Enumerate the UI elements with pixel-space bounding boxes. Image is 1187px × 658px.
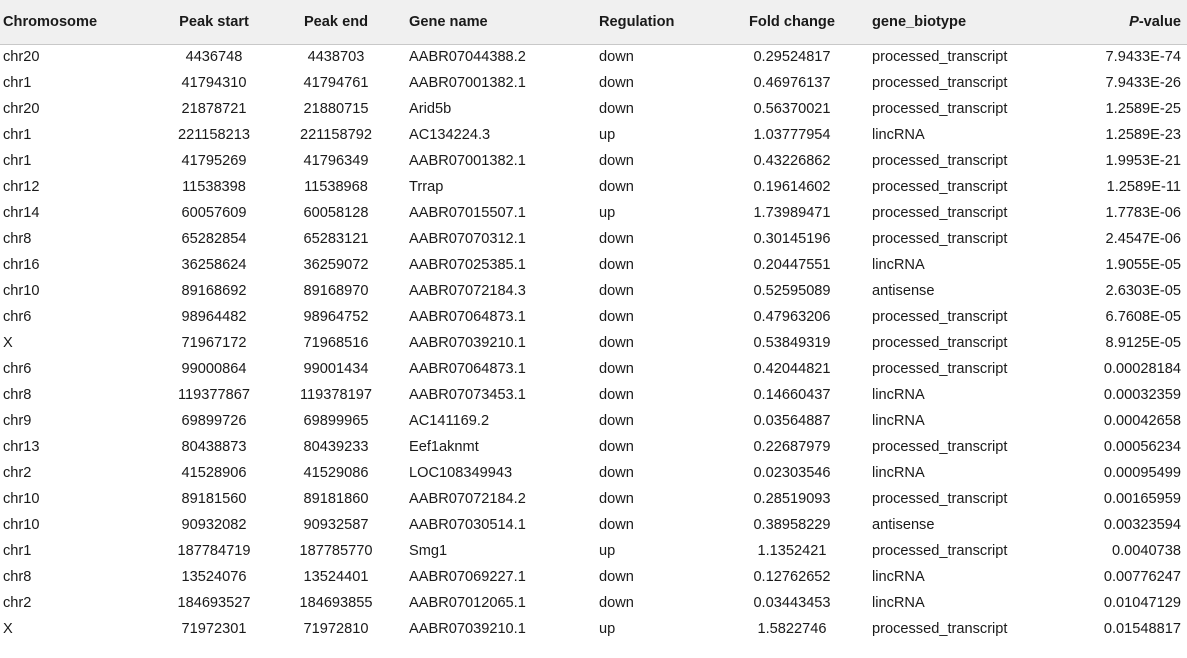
- table-header: [0, 0, 1187, 44]
- cell-gene-biotype: antisense: [872, 283, 935, 299]
- cell-p-value: 0.00095499: [1103, 465, 1181, 481]
- cell-peak-start: 80438873: [181, 439, 247, 455]
- cell-fold-change: 0.29524817: [753, 49, 831, 66]
- cell-peak-start: 11538398: [182, 179, 246, 195]
- cell-regulation: down: [599, 361, 634, 377]
- table-row: [0, 278, 1187, 304]
- cell-regulation: down: [599, 49, 634, 66]
- cell-chromosome: chr14: [3, 205, 40, 221]
- cell-gene-biotype: processed_transcript: [872, 309, 1008, 325]
- cell-chromosome: chr1: [3, 75, 32, 91]
- p-value-suffix: -value: [1138, 13, 1181, 30]
- cell-gene-name: Eef1aknmt: [409, 439, 479, 455]
- header-gene-biotype: gene_biotype: [864, 0, 1047, 44]
- cell-peak-end: 13524401: [303, 569, 369, 585]
- cell-fold-change: 0.30145196: [753, 231, 831, 247]
- cell-fold-change: 0.53849319: [753, 335, 831, 351]
- cell-fold-change: 0.38958229: [753, 517, 831, 533]
- cell-regulation: down: [599, 465, 634, 481]
- cell-regulation: up: [599, 127, 616, 143]
- cell-p-value: 0.00028184: [1103, 361, 1181, 377]
- cell-peak-start: 13524076: [181, 569, 247, 585]
- cell-peak-start: 89181560: [181, 491, 247, 507]
- cell-fold-change: 0.02303546: [753, 465, 831, 481]
- cell-p-value: 2.4547E-06: [1105, 231, 1181, 247]
- cell-gene-name: AABR07001382.1: [409, 75, 526, 91]
- cell-gene-biotype: processed_transcript: [872, 543, 1008, 559]
- cell-peak-start: 184693527: [177, 595, 251, 611]
- cell-gene-biotype: processed_transcript: [872, 335, 1008, 351]
- cell-fold-change: 0.43226862: [753, 153, 831, 169]
- cell-chromosome: chr12: [3, 179, 40, 195]
- cell-p-value: 0.01047129: [1103, 595, 1181, 611]
- table-row: [0, 122, 1187, 148]
- table-row: [0, 616, 1187, 642]
- cell-gene-name: AC141169.2: [409, 413, 490, 429]
- table-row: [0, 356, 1187, 382]
- cell-peak-start: 41795269: [181, 153, 247, 169]
- table-row: [0, 382, 1187, 408]
- p-value-letter: P: [1129, 13, 1139, 30]
- cell-gene-biotype: antisense: [872, 517, 935, 533]
- cell-peak-end: 98964752: [303, 309, 369, 325]
- cell-gene-biotype: processed_transcript: [872, 101, 1008, 117]
- table-row: [0, 408, 1187, 434]
- cell-fold-change: 1.03777954: [753, 127, 831, 143]
- cell-regulation: down: [599, 231, 634, 247]
- cell-chromosome: chr9: [3, 413, 32, 429]
- header-row: [0, 0, 1187, 44]
- cell-chromosome: chr10: [3, 283, 40, 299]
- cell-peak-end: 71968516: [303, 335, 369, 351]
- cell-peak-end: 65283121: [303, 231, 369, 247]
- cell-peak-end: 69899965: [303, 413, 369, 429]
- cell-gene-name: AABR07044388.2: [409, 49, 526, 66]
- cell-p-value: 2.6303E-05: [1105, 283, 1181, 299]
- table-row: [0, 304, 1187, 330]
- cell-peak-start: 41528906: [181, 465, 247, 481]
- cell-peak-end: 221158792: [300, 127, 372, 143]
- cell-peak-start: 69899726: [181, 413, 247, 429]
- cell-regulation: down: [599, 569, 634, 585]
- cell-regulation: down: [599, 75, 634, 91]
- cell-peak-end: 71972810: [303, 621, 369, 637]
- table-row: [0, 174, 1187, 200]
- cell-peak-end: 187785770: [299, 543, 373, 559]
- cell-peak-start: 65282854: [181, 231, 247, 247]
- table-row: [0, 70, 1187, 96]
- cell-peak-end: 21880715: [303, 101, 369, 117]
- cell-p-value: 0.00165959: [1103, 491, 1181, 507]
- cell-fold-change: 1.1352421: [757, 543, 827, 559]
- header-p-value: [1047, 0, 1187, 44]
- cell-gene-name: Trrap: [409, 179, 444, 195]
- cell-gene-biotype: processed_transcript: [872, 205, 1008, 221]
- header-chromosome: Chromosome: [0, 0, 153, 44]
- cell-chromosome: chr8: [3, 387, 32, 403]
- cell-gene-name: AABR07070312.1: [409, 231, 526, 247]
- cell-gene-name: AABR07064873.1: [409, 361, 526, 377]
- cell-peak-end: 99001434: [303, 361, 369, 377]
- table-row: [0, 44, 1187, 70]
- cell-p-value: 0.00776247: [1103, 569, 1181, 585]
- cell-peak-start: 89168692: [181, 283, 247, 299]
- cell-p-value: 0.00032359: [1103, 387, 1181, 403]
- table-row: [0, 200, 1187, 226]
- cell-fold-change: 0.12762652: [753, 569, 831, 585]
- cell-fold-change: 0.42044821: [753, 361, 831, 377]
- cell-peak-start: 36258624: [181, 257, 247, 273]
- cell-peak-start: 4436748: [185, 49, 243, 66]
- cell-chromosome: chr1: [3, 543, 32, 559]
- cell-regulation: up: [599, 543, 616, 559]
- table-row: [0, 538, 1187, 564]
- table-row: [0, 590, 1187, 616]
- cell-gene-name: AABR07030514.1: [409, 517, 526, 533]
- cell-peak-start: 71972301: [181, 621, 247, 637]
- cell-peak-start: 99000864: [181, 361, 247, 377]
- cell-gene-biotype: processed_transcript: [872, 439, 1008, 455]
- cell-peak-start: 221158213: [178, 127, 250, 143]
- cell-chromosome: chr20: [3, 49, 40, 66]
- cell-chromosome: chr10: [3, 491, 40, 507]
- cell-gene-biotype: processed_transcript: [872, 361, 1008, 377]
- cell-gene-biotype: lincRNA: [872, 257, 925, 273]
- cell-peak-end: 89168970: [303, 283, 369, 299]
- cell-gene-biotype: lincRNA: [872, 387, 925, 403]
- cell-regulation: down: [599, 439, 634, 455]
- header-peak-start: Peak start: [153, 0, 275, 44]
- cell-regulation: down: [599, 387, 634, 403]
- cell-fold-change: 0.19614602: [753, 179, 831, 195]
- cell-peak-start: 21878721: [181, 101, 247, 117]
- cell-chromosome: chr2: [3, 465, 32, 481]
- cell-regulation: down: [599, 283, 634, 299]
- cell-p-value: 0.0040738: [1112, 543, 1181, 559]
- cell-gene-name: AABR07015507.1: [409, 205, 526, 221]
- cell-p-value: 1.9055E-05: [1105, 257, 1181, 273]
- cell-regulation: down: [599, 413, 634, 429]
- cell-gene-name: AABR07039210.1: [409, 621, 526, 637]
- cell-regulation: down: [599, 517, 634, 533]
- cell-fold-change: 0.46976137: [753, 75, 831, 91]
- cell-p-value: 8.9125E-05: [1105, 335, 1181, 351]
- table-row: [0, 460, 1187, 486]
- table-row: [0, 252, 1187, 278]
- cell-gene-biotype: processed_transcript: [872, 49, 1008, 66]
- cell-gene-biotype: processed_transcript: [872, 153, 1008, 169]
- table-row: [0, 96, 1187, 122]
- cell-p-value: 6.7608E-05: [1105, 309, 1181, 325]
- cell-peak-end: 11538968: [304, 179, 368, 195]
- cell-regulation: down: [599, 179, 634, 195]
- cell-p-value: 1.2589E-11: [1106, 179, 1181, 195]
- cell-gene-name: AABR07064873.1: [409, 309, 526, 325]
- header-fold-change: Fold change: [720, 0, 864, 44]
- cell-fold-change: 0.20447551: [753, 257, 831, 273]
- cell-chromosome: chr13: [3, 439, 40, 455]
- cell-peak-start: 71967172: [181, 335, 247, 351]
- cell-peak-end: 60058128: [303, 205, 369, 221]
- cell-p-value: 7.9433E-74: [1105, 49, 1181, 66]
- cell-chromosome: chr10: [3, 517, 40, 533]
- cell-gene-name: Smg1: [409, 543, 448, 559]
- header-peak-end: Peak end: [275, 0, 397, 44]
- cell-regulation: up: [599, 205, 616, 221]
- cell-fold-change: 0.56370021: [753, 101, 831, 117]
- cell-fold-change: 0.03564887: [753, 413, 831, 429]
- cell-gene-biotype: processed_transcript: [872, 231, 1008, 247]
- table-row: [0, 434, 1187, 460]
- cell-gene-name: LOC108349943: [409, 465, 513, 481]
- cell-peak-end: 80439233: [303, 439, 369, 455]
- cell-regulation: down: [599, 309, 634, 325]
- cell-peak-start: 98964482: [181, 309, 247, 325]
- cell-chromosome: chr8: [3, 231, 32, 247]
- cell-peak-end: 119378197: [300, 387, 372, 403]
- cell-peak-start: 41794310: [181, 75, 247, 91]
- cell-regulation: down: [599, 595, 634, 611]
- cell-chromosome: chr6: [3, 309, 32, 325]
- cell-fold-change: 1.5822746: [757, 621, 827, 637]
- cell-p-value: 1.7783E-06: [1105, 205, 1181, 221]
- cell-regulation: down: [599, 153, 634, 169]
- cell-fold-change: 0.22687979: [753, 439, 831, 455]
- cell-peak-start: 119377867: [178, 387, 250, 403]
- cell-gene-name: AABR07039210.1: [409, 335, 526, 351]
- cell-chromosome: chr16: [3, 257, 40, 273]
- cell-peak-end: 41529086: [303, 465, 369, 481]
- cell-regulation: up: [599, 621, 616, 637]
- cell-peak-end: 90932587: [303, 517, 369, 533]
- table-row: [0, 148, 1187, 174]
- cell-gene-biotype: lincRNA: [872, 413, 925, 429]
- cell-peak-end: 4438703: [307, 49, 365, 66]
- cell-gene-name: AABR07072184.2: [409, 491, 526, 507]
- cell-regulation: down: [599, 101, 634, 117]
- cell-gene-name: AABR07012065.1: [409, 595, 526, 611]
- cell-regulation: down: [599, 257, 634, 273]
- cell-fold-change: 0.52595089: [753, 283, 831, 299]
- cell-chromosome: chr8: [3, 569, 32, 585]
- cell-gene-biotype: processed_transcript: [872, 75, 1008, 91]
- cell-peak-start: 187784719: [177, 543, 251, 559]
- table-row: [0, 226, 1187, 252]
- table-row: [0, 564, 1187, 590]
- cell-gene-name: AABR07025385.1: [409, 257, 526, 273]
- cell-peak-start: 60057609: [181, 205, 247, 221]
- cell-fold-change: 0.03443453: [753, 595, 831, 611]
- cell-gene-biotype: lincRNA: [872, 595, 925, 611]
- cell-chromosome: X: [3, 335, 13, 351]
- cell-gene-name: AABR07001382.1: [409, 153, 526, 169]
- header-regulation: Regulation: [584, 0, 720, 44]
- table-row: [0, 330, 1187, 356]
- cell-gene-biotype: lincRNA: [872, 465, 925, 481]
- cell-p-value: 7.9433E-26: [1105, 75, 1181, 91]
- cell-regulation: down: [599, 335, 634, 351]
- cell-chromosome: chr20: [3, 101, 40, 117]
- cell-chromosome: chr1: [3, 127, 32, 143]
- cell-p-value: 0.00323594: [1103, 517, 1181, 533]
- cell-peak-end: 184693855: [299, 595, 373, 611]
- table-body: [0, 44, 1187, 642]
- cell-gene-biotype: processed_transcript: [872, 621, 1008, 637]
- cell-peak-end: 41796349: [303, 153, 369, 169]
- cell-gene-biotype: lincRNA: [872, 569, 925, 585]
- table-row: [0, 486, 1187, 512]
- cell-p-value: 1.2589E-23: [1105, 127, 1181, 143]
- cell-chromosome: chr1: [3, 153, 32, 169]
- cell-gene-biotype: processed_transcript: [872, 179, 1008, 195]
- cell-gene-biotype: lincRNA: [872, 127, 925, 143]
- cell-p-value: 0.00042658: [1103, 413, 1181, 429]
- cell-fold-change: 1.73989471: [753, 205, 831, 221]
- cell-regulation: down: [599, 491, 634, 507]
- cell-fold-change: 0.28519093: [753, 491, 831, 507]
- cell-p-value: 0.01548817: [1103, 621, 1181, 637]
- cell-gene-biotype: processed_transcript: [872, 491, 1008, 507]
- cell-fold-change: 0.14660437: [753, 387, 831, 403]
- cell-peak-end: 36259072: [303, 257, 369, 273]
- cell-gene-name: AC134224.3: [409, 127, 491, 143]
- cell-peak-start: 90932082: [181, 517, 247, 533]
- cell-p-value: 1.9953E-21: [1105, 153, 1181, 169]
- cell-p-value: 1.2589E-25: [1105, 101, 1181, 117]
- cell-chromosome: X: [3, 621, 13, 637]
- cell-gene-name: AABR07069227.1: [409, 569, 526, 585]
- cell-chromosome: chr6: [3, 361, 32, 377]
- cell-gene-name: Arid5b: [409, 101, 452, 117]
- cell-gene-name: AABR07073453.1: [409, 387, 526, 403]
- cell-fold-change: 0.47963206: [753, 309, 831, 325]
- cell-peak-end: 89181860: [303, 491, 369, 507]
- cell-gene-name: AABR07072184.3: [409, 283, 526, 299]
- table-row: [0, 512, 1187, 538]
- cell-peak-end: 41794761: [303, 75, 369, 91]
- cell-chromosome: chr2: [3, 595, 32, 611]
- cell-p-value: 0.00056234: [1103, 439, 1181, 455]
- header-gene-name: Gene name: [397, 0, 584, 44]
